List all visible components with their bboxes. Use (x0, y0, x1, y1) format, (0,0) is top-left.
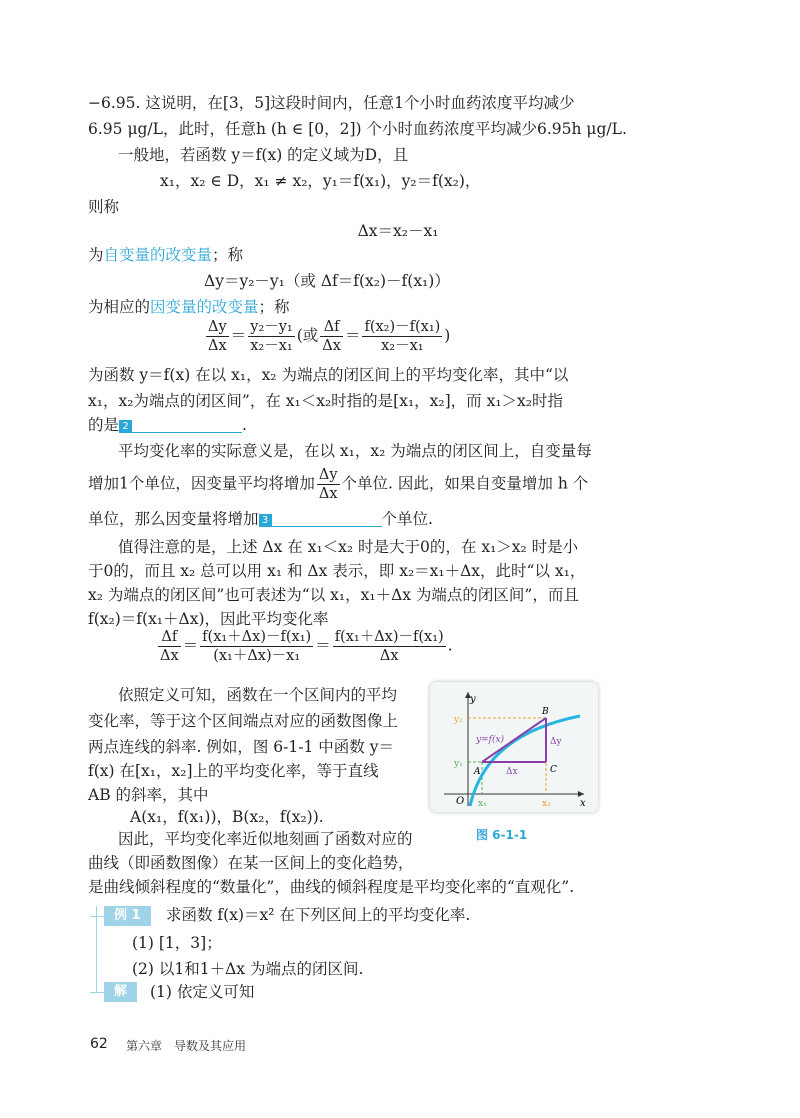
example-rule (96, 906, 97, 992)
label-origin: O (456, 796, 465, 807)
denominator: Δx (322, 338, 341, 354)
text-line (88, 466, 708, 502)
text-line: 为函数 y＝f(x) 在以 x₁，x₂ 为端点的闭区间上的平均变化率，其中“以 (88, 366, 569, 384)
text-line: 则称 (88, 198, 120, 216)
x-axis-arrow (578, 791, 584, 797)
formula-df-dx: $\frac{\Delta f}{\Delta x}$ ＝ $\frac{\text{f(x₁＋Δx)－f(x₁)}}{\text{(x₁＋Δx)－x₁}}$ ＝ $\frac{\text{f(x₁＋Δx)－f(x₁)}}{\Delta x}$ . (160, 629, 453, 664)
text-line: f(x) 在[x₁，x₂]上的平均变化率，等于直线 (88, 762, 379, 780)
text-line: A(x₁，f(x₁))，B(x₂，f(x₂)). (130, 808, 324, 826)
text-line: 曲线（即函数图像）在某一区间上的变化趋势， (88, 854, 414, 872)
fraction (158, 628, 181, 665)
label-dx: Δx (506, 767, 518, 777)
text-span: 为 (88, 246, 104, 264)
text-line: 是曲线倾斜程度的“数量化”，曲线的倾斜程度是平均变化率的“直观化”. (88, 878, 575, 896)
denominator: x₂－x₁ (250, 338, 293, 354)
text-line (88, 244, 708, 266)
fraction (362, 318, 442, 355)
text-span: 为相应的 (88, 298, 151, 316)
label-fx: y=f(x) (476, 735, 505, 745)
text-line: x₁，x₂为端点的闭区间”，在 x₁＜x₂时指的是[x₁，x₂]，而 x₁＞x₂时指 (88, 392, 564, 410)
text-line (88, 296, 708, 318)
text-line: x₁，x₂ ∈ D，x₁ ≠ x₂，y₁＝f(x₁)，y₂＝f(x₂)， (160, 172, 481, 190)
function-graph (430, 682, 598, 812)
text-line: 值得注意的是，上述 Δx 在 x₁＜x₂ 时是大于0的，在 x₁＞x₂ 时是小 (118, 538, 579, 556)
text-span: 增加1个单位，因变量平均将增加 (88, 474, 315, 493)
denominator: Δx (379, 648, 399, 664)
figure-caption: 图 6-1-1 (476, 828, 528, 842)
text-line: 因此，平均变化率近似地刻画了函数对应的 (118, 830, 413, 848)
chapter-title: 第六章 导数及其应用 (126, 1039, 247, 1053)
label-y2: y₂ (454, 715, 463, 725)
text-line: AB 的斜率，其中 (88, 786, 209, 804)
label-b: B (542, 707, 549, 717)
example-rule (90, 992, 104, 993)
text-line: 一般地，若函数 y＝f(x) 的定义域为D，且 (118, 146, 409, 164)
formula-rate: $\frac{\Delta y}{\Delta x}$ ＝ $\frac{\text{y₂－y₁}}{\text{x₂－x₁}}$ (或 $\frac{\Delta f}{\Delta x}$ ＝ $\frac{\text{f(x₂)－f(x₁)}}{\text{x₂－x₁}}$ ) (208, 319, 451, 354)
question-marker: 3 (259, 514, 272, 527)
text-line: −6.95. 这说明，在[3，5]这段时间内，任意1个小时血药浓度平均减少 (88, 94, 575, 112)
numerator: y₂－y₁ (250, 319, 293, 335)
label-y1: y₁ (454, 759, 463, 769)
term-highlight: 因变量的改变量 (150, 298, 259, 316)
text-line (88, 508, 708, 530)
page-number: 62 (90, 1036, 108, 1052)
text-span: 或 (302, 326, 319, 345)
text-line: 于0的，而且 x₂ 总可以用 x₁ 和 Δx 表示，即 x₂＝x₁＋Δx，此时“以 x₁， (88, 562, 586, 580)
text-span: 单位，那么因变量将增加 (88, 510, 259, 528)
text-span: 个单位. (381, 510, 433, 528)
fraction (333, 628, 446, 665)
text-line: (1) [1，3]； (132, 934, 222, 952)
numerator: f(x₂)－f(x₁) (364, 319, 441, 335)
label-x1: x₁ (478, 799, 487, 809)
fraction (200, 628, 313, 665)
label-dy: Δy (550, 737, 562, 747)
fraction (317, 466, 340, 503)
question-marker: 2 (119, 420, 132, 433)
term-highlight: 自变量的改变量 (103, 246, 213, 264)
denominator: (x₁＋Δx)－x₁ (213, 648, 301, 664)
denominator: x₂－x₁ (381, 338, 424, 354)
fill-blank[interactable] (272, 510, 382, 527)
numerator: f(x₁＋Δx)－f(x₁) (334, 629, 444, 645)
fill-blank[interactable] (132, 416, 242, 433)
label-x: x (580, 798, 586, 809)
text-span: 的是 (88, 416, 120, 434)
example-rule (90, 916, 104, 917)
text-line (88, 414, 708, 436)
denominator: Δx (318, 486, 338, 502)
text-span: . (242, 416, 247, 434)
text-line: 6.95 μg/L，此时，任意h (h ∈ [0，2]) 个小时血药浓度平均减少6.95h μg/L. (88, 120, 627, 138)
denominator: Δx (160, 648, 179, 664)
text-line: (1) 依定义可知 (150, 983, 255, 1001)
solution-tag: 解 (104, 982, 137, 1002)
numerator: Δf (158, 628, 181, 647)
example-tag: 例 1 (104, 906, 151, 926)
fraction (320, 318, 343, 355)
numerator: Δf (320, 318, 343, 337)
text-line: 求函数 f(x)＝x² 在下列区间上的平均变化率. (166, 906, 471, 924)
fraction (248, 318, 295, 355)
fraction (206, 318, 229, 355)
text-line: 依照定义可知，函数在一个区间内的平均 (118, 686, 398, 704)
text-span: 个单位. 因此，如果自变量增加 h 个 (341, 474, 589, 493)
numerator: f(x₁＋Δx)－f(x₁) (202, 629, 312, 645)
formula-dy: Δy＝y₂－y₁（或 Δf＝f(x₂)－f(x₁)） (204, 272, 450, 290)
text-line: 两点连线的斜率. 例如，图 6-1-1 中函数 y＝ (88, 738, 394, 756)
numerator: Δy (208, 319, 227, 335)
text-span: ；称 (212, 246, 244, 264)
text-line: 平均变化率的实际意义是，在以 x₁，x₂ 为端点的闭区间上，自变量每 (118, 442, 592, 460)
text-line: 变化率，等于这个区间端点对应的函数图像上 (88, 712, 399, 730)
text-span: ；称 (258, 298, 290, 316)
figure-6-1-1 (430, 682, 598, 812)
text-line: f(x₂)＝f(x₁＋Δx)，因此平均变化率 (88, 610, 329, 628)
label-c: C (550, 765, 557, 775)
text-line: x₂ 为端点的闭区间”也可表述为“以 x₁，x₁＋Δx 为端点的闭区间”，而且 (88, 586, 579, 604)
label-y: y (470, 694, 476, 705)
numerator: Δy (318, 467, 338, 483)
formula-dx: Δx＝x₂－x₁ (357, 222, 439, 240)
label-x2: x₂ (542, 799, 551, 809)
text-line: (2) 以1和1＋Δx 为端点的闭区间. (132, 960, 364, 978)
denominator: Δx (208, 338, 227, 354)
label-a: A (474, 767, 481, 777)
